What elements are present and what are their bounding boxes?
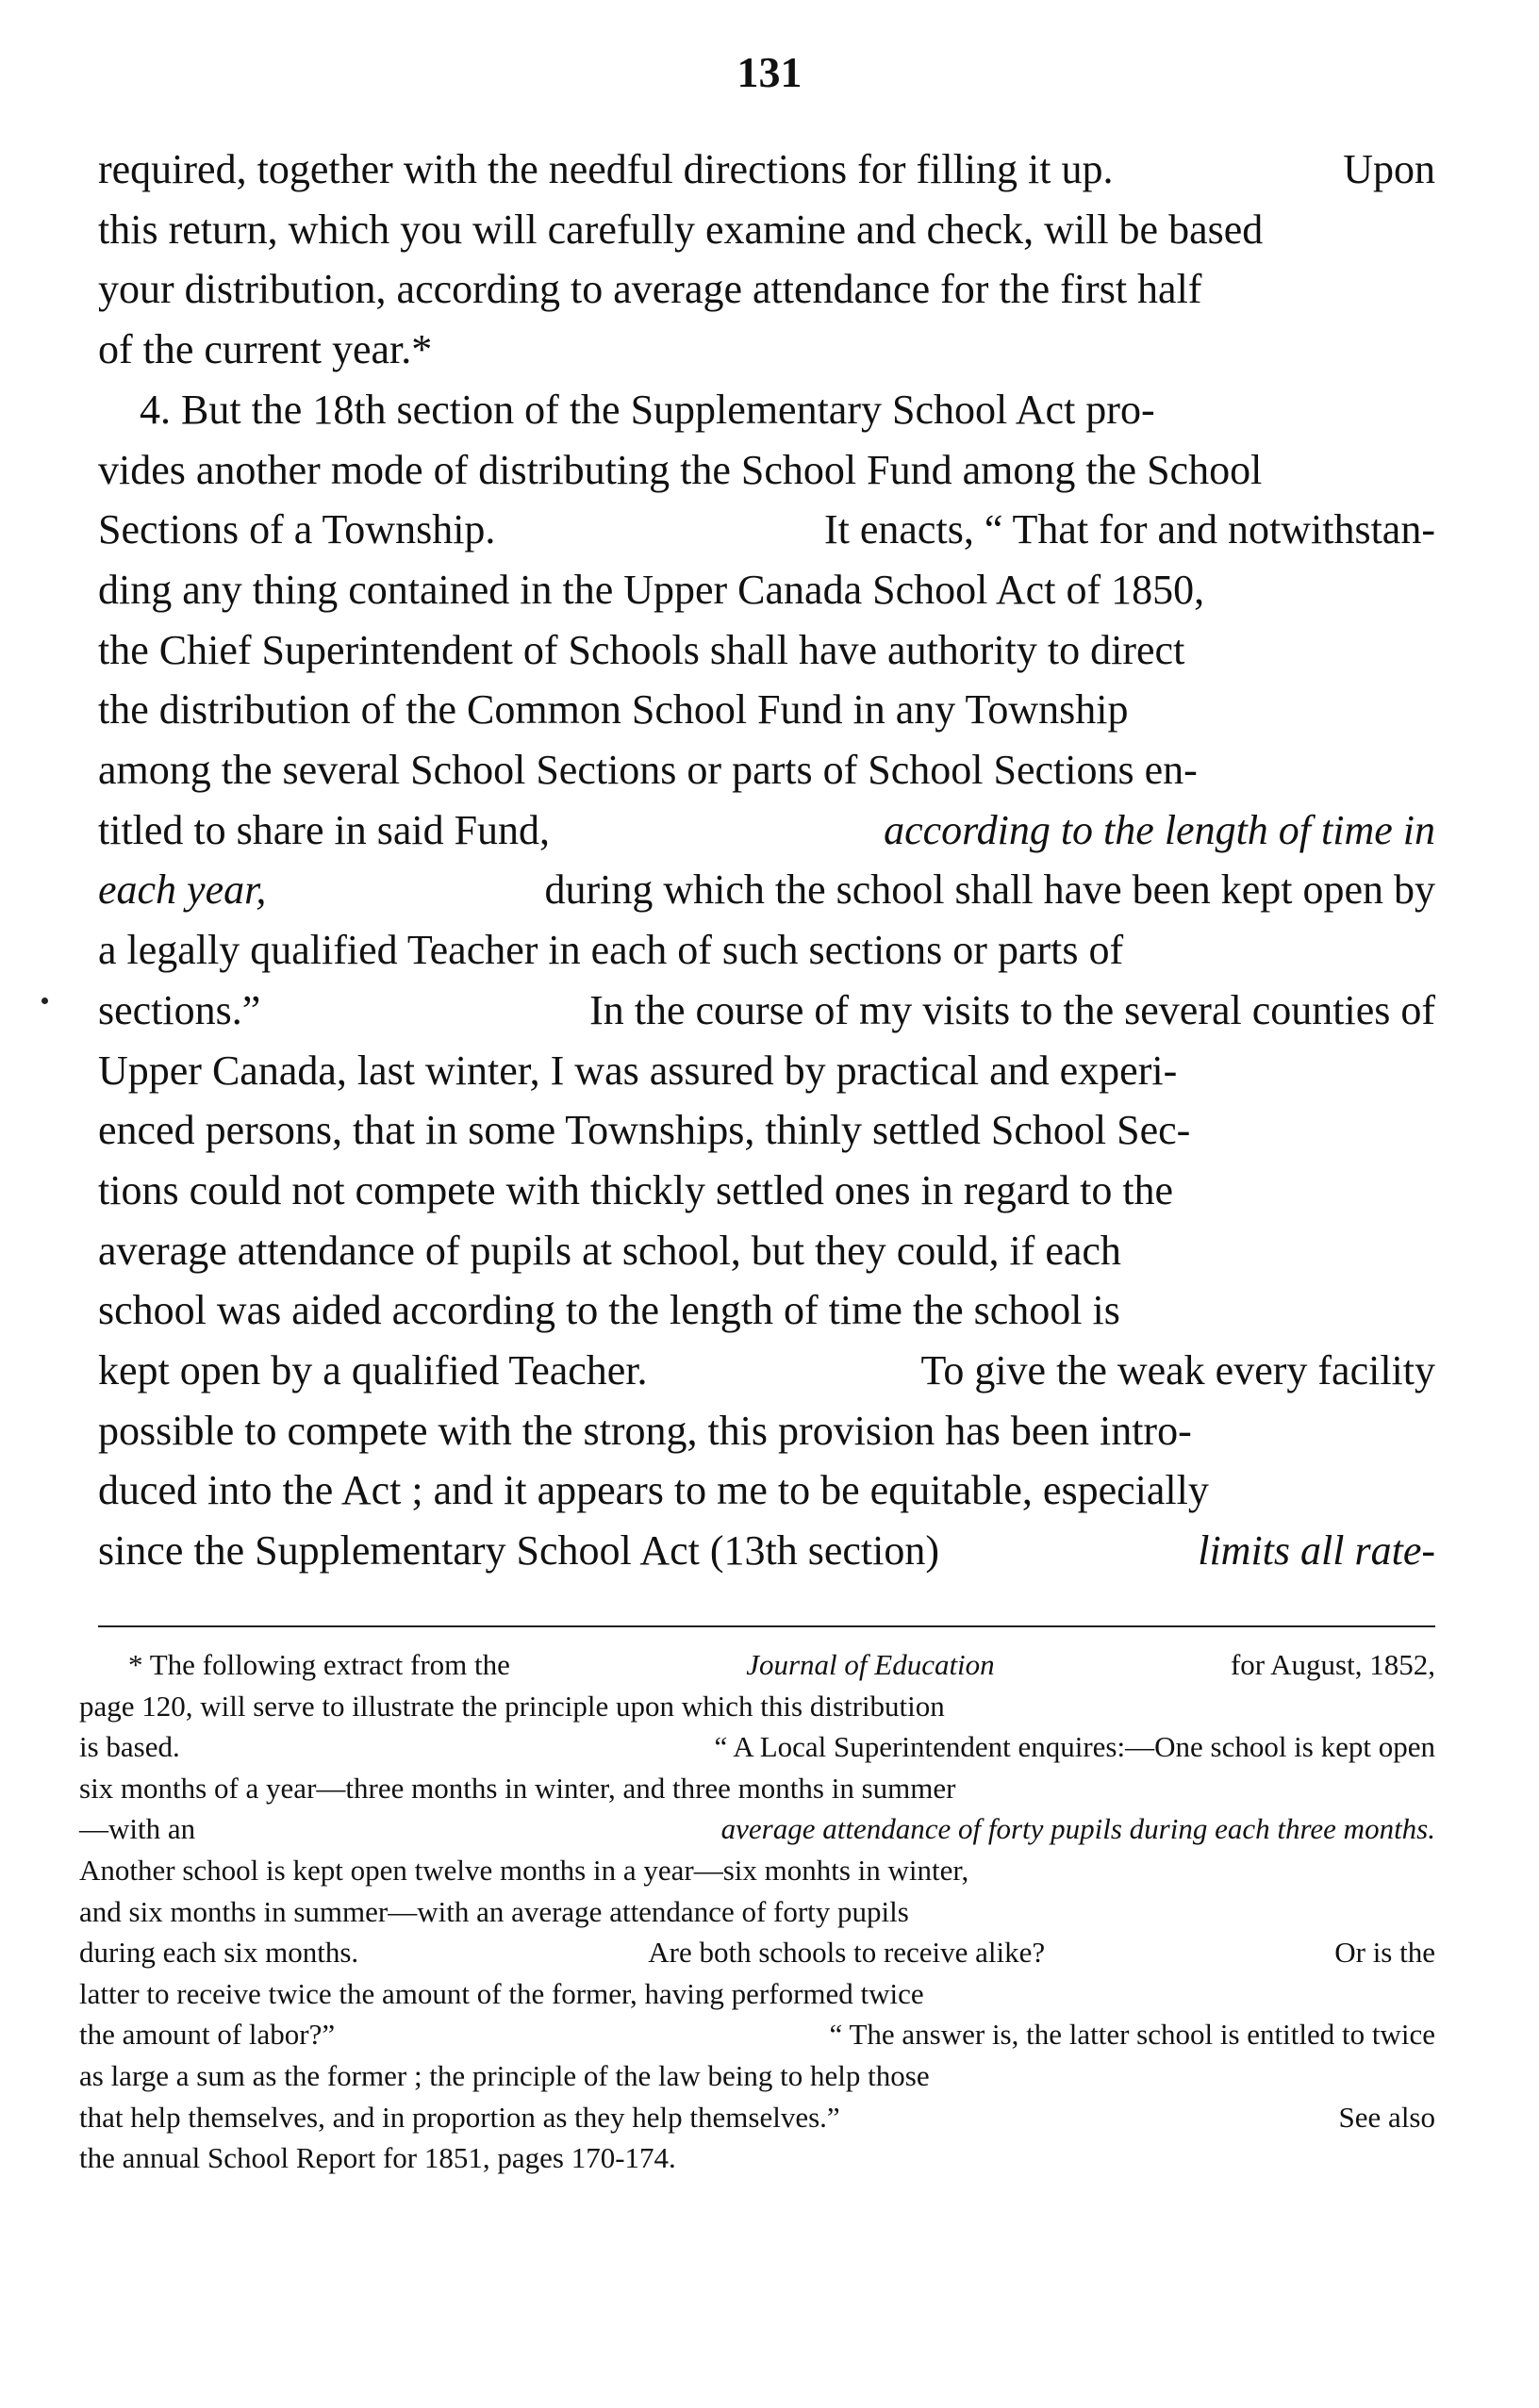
footnote-line xyxy=(79,1644,1435,1686)
footnote-line xyxy=(79,1850,1435,1891)
footnote-line xyxy=(79,2137,1435,2179)
line-segment: school was aided according to the length of time the school is xyxy=(98,1287,1120,1334)
line-segment: possible to compete with the strong, this provision has been intro- xyxy=(98,1407,1192,1454)
line-segment: a legally qualified Teacher in each of such sections or parts of xyxy=(98,927,1124,974)
line-segment: average attendance of pupils at school, but they could, if each xyxy=(98,1227,1121,1274)
footnote-line xyxy=(79,1891,1435,1933)
text-line xyxy=(98,1161,1435,1221)
line-segment: 4. But the 18th section of the Supplementary School Act pro- xyxy=(140,386,1155,433)
text-line xyxy=(98,1401,1435,1461)
line-segment: page 120, will serve to illustrate the principle upon which this distribution xyxy=(79,1689,945,1723)
footnote-line xyxy=(79,2014,1435,2055)
line-segment: as large a sum as the former ; the principle of the law being to help those xyxy=(79,2058,930,2092)
text-line xyxy=(98,259,1435,320)
text-line xyxy=(98,440,1435,501)
text-line xyxy=(98,1460,1435,1521)
line-segment: for August, 1852, xyxy=(1230,1648,1435,1681)
text-line xyxy=(98,680,1435,740)
line-segment: during which the school shall have been kept open by xyxy=(544,866,1435,914)
line-segment: titled to share in said Fund, xyxy=(98,806,551,853)
line-segment: —with an xyxy=(79,1812,196,1846)
line-segment: tions could not compete with thickly settled ones in regard to the xyxy=(98,1166,1174,1213)
line-segment: “ The answer is, the latter school is entitled to twice xyxy=(829,2018,1435,2052)
text-line xyxy=(98,860,1435,920)
line-segment: It enacts, “ That for and notwithstan- xyxy=(824,506,1435,553)
text-line xyxy=(98,560,1435,620)
page-number: 131 xyxy=(736,48,803,96)
line-segment: duced into the Act ; and it appears to me to be equitable, especially xyxy=(98,1467,1209,1514)
text-line xyxy=(98,1041,1435,1101)
text-line xyxy=(98,800,1435,861)
italic-phrase: each year, xyxy=(98,866,267,914)
text-line xyxy=(98,620,1435,681)
line-segment: sections.” xyxy=(98,986,261,1033)
italic-phrase: average attendance of forty pupils during each three months. xyxy=(720,1812,1435,1846)
italic-phrase: Journal of Education xyxy=(746,1648,995,1681)
line-segment: required, together with the needful directions for filling it up. xyxy=(98,146,1114,192)
line-segment: enced persons, that in some Townships, thinly settled School Sec- xyxy=(98,1107,1191,1154)
text-line xyxy=(98,1521,1435,1581)
text-line xyxy=(98,1221,1435,1281)
text-line xyxy=(98,320,1435,380)
line-segment: that help themselves, and in proportion as they help themselves.” xyxy=(79,2100,840,2134)
text-line xyxy=(98,981,1435,1041)
line-segment: the amount of labor?” xyxy=(79,2018,336,2052)
line-segment: Sections of a Township. xyxy=(98,506,496,553)
line-segment: vides another mode of distributing the School Fund among the School xyxy=(98,446,1263,493)
text-line xyxy=(98,1341,1435,1401)
line-segment: is based. xyxy=(79,1730,180,1764)
italic-phrase: according to the length of time in xyxy=(884,806,1435,853)
text-line xyxy=(98,1280,1435,1341)
footnote-line xyxy=(79,1726,1435,1768)
text-line xyxy=(98,200,1435,260)
line-segment: See also xyxy=(1338,2100,1435,2134)
line-segment: “ A Local Superintendent enquires:—One school is kept open xyxy=(714,1730,1435,1764)
text-line xyxy=(98,500,1435,560)
line-segment: To give the weak every facility xyxy=(920,1347,1435,1394)
line-segment: Or is the xyxy=(1334,1936,1435,1970)
line-segment: your distribution, according to average attendance for the first half xyxy=(98,266,1202,313)
line-segment: kept open by a qualified Teacher. xyxy=(98,1347,648,1394)
line-segment: among the several School Sections or parts of School Sections en- xyxy=(98,747,1198,794)
italic-phrase: limits all rate- xyxy=(1198,1527,1435,1575)
footnote-line xyxy=(79,2097,1435,2138)
footnote-line xyxy=(79,1686,1435,1727)
line-segment: since the Supplementary School Act (13th section) xyxy=(98,1527,940,1575)
text-line xyxy=(98,140,1435,200)
line-segment: of the current year.* xyxy=(98,326,433,373)
line-segment: Upper Canada, last winter, I was assured by practical and experi- xyxy=(98,1047,1178,1094)
footnote-separator xyxy=(98,1625,1435,1627)
text-line xyxy=(98,920,1435,981)
line-segment: ding any thing contained in the Upper Canada School Act of 1850, xyxy=(98,566,1205,613)
line-segment: the annual School Report for 1851, pages 170-174. xyxy=(79,2141,676,2175)
line-segment: Another school is kept open twelve months in a year—six monhts in winter, xyxy=(79,1853,969,1887)
footnote-line xyxy=(79,1808,1435,1850)
footnote-line xyxy=(79,1768,1435,1809)
footnote-line xyxy=(79,1973,1435,2015)
line-segment: the Chief Superintendent of Schools shall have authority to direct xyxy=(98,626,1185,673)
paragraph-start-line xyxy=(98,380,1435,440)
footnote-line xyxy=(79,2055,1435,2097)
line-segment: during each six months. xyxy=(79,1936,359,1970)
line-segment: * The following extract from the xyxy=(128,1648,510,1681)
line-segment: In the course of my visits to the several counties of xyxy=(589,986,1435,1033)
text-line xyxy=(98,740,1435,800)
line-segment: Upon xyxy=(1343,146,1435,192)
line-segment: the distribution of the Common School Fund in any Township xyxy=(98,686,1129,734)
line-segment: and six months in summer—with an average attendance of forty pupils xyxy=(79,1894,909,1928)
line-segment: latter to receive twice the amount of the former, having performed twice xyxy=(79,1976,924,2010)
footnote-line xyxy=(79,1932,1435,1973)
ink-speck xyxy=(41,998,48,1004)
text-line xyxy=(98,1100,1435,1161)
line-segment: six months of a year—three months in winter, and three months in summer xyxy=(79,1771,956,1805)
main-text xyxy=(98,140,1435,1581)
footnote xyxy=(79,1644,1435,2179)
line-segment: this return, which you will carefully examine and check, will be based xyxy=(98,206,1264,253)
line-segment: Are both schools to receive alike? xyxy=(648,1936,1046,1970)
